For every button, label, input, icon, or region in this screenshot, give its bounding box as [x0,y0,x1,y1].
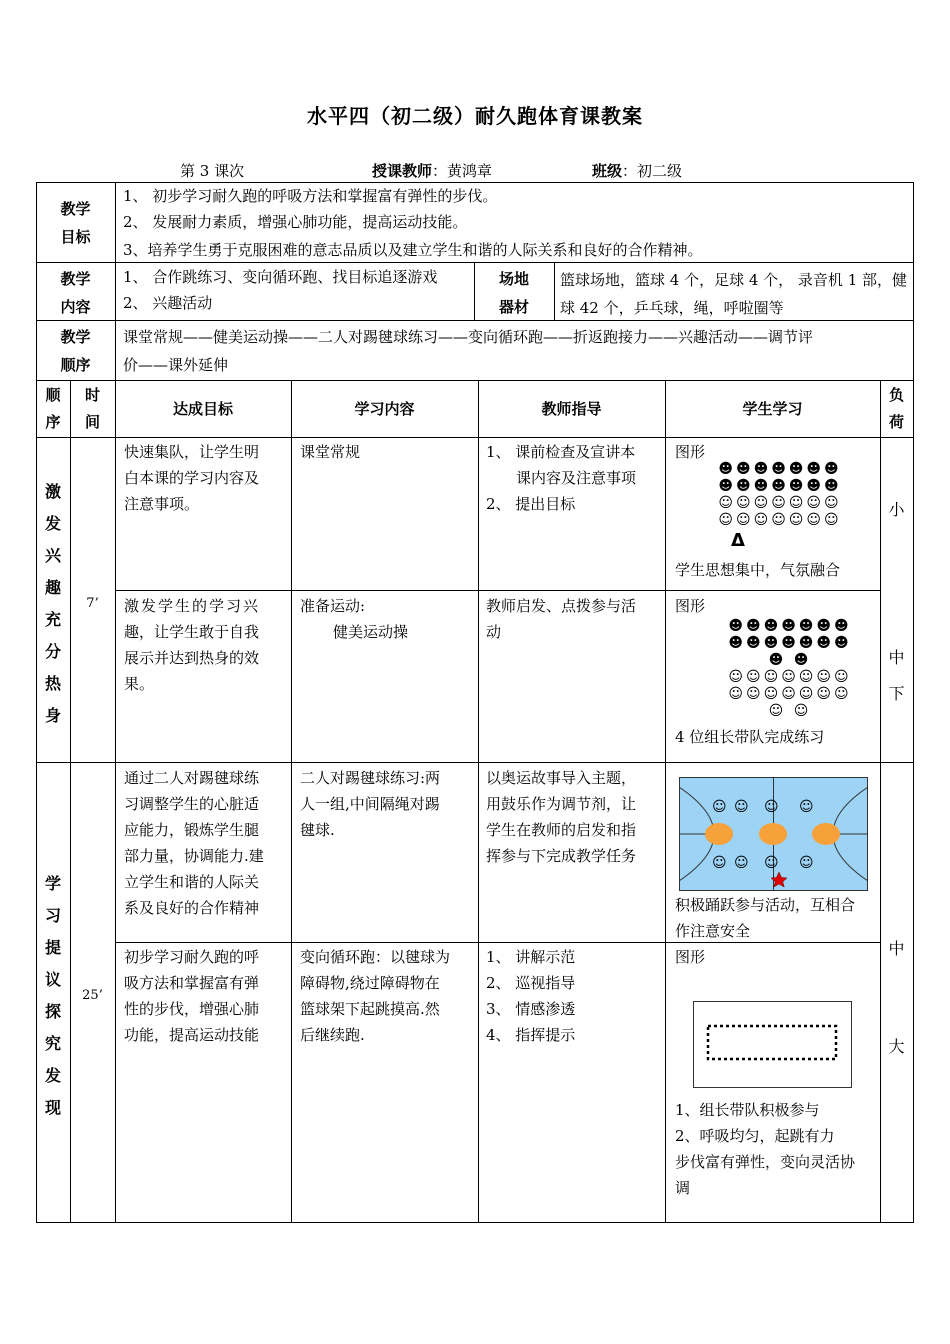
load-char: 大 [888,1037,905,1056]
teacher-info [372,160,492,181]
student-icon: ☺ [799,855,814,871]
text-line: 教师启发、点拨参与活 [486,597,637,615]
class-info [592,160,682,181]
student-icon: ☺ [799,799,814,815]
s1r1-figure-label: 图形 [675,443,706,461]
student-row: ☺☺☺☺☺☺☺ [718,495,842,511]
content-item: 1、 合作跳练习、变向循环跑、找目标追逐游戏 [123,268,438,286]
ball-icon [812,823,840,845]
s1r2-load [880,640,913,712]
teacher-name: ：黄鸿章 [432,162,493,180]
text-line: 课内容及注意事项 [516,469,637,487]
lesson-number: 第 3 课次 [180,162,245,180]
class-label: 班级 [592,162,623,180]
section-char: 发 [44,1066,61,1085]
text-line: 健美运动操 [333,623,409,641]
header-content: 学习内容 [354,400,415,418]
section-char: 习 [44,906,61,925]
student-row: ☺ ☺ [768,703,812,719]
header-char: 间 [84,413,100,431]
venue-label [474,265,554,321]
text-line: 2、 提出目标 [486,495,576,513]
text-line: 篮球架下起跳摸高.然 [300,1000,440,1018]
student-icon: ☺ [712,855,727,871]
text-line: 趣，让学生敢于自我 [124,623,260,641]
text-line: 部力量，协调能力.建 [124,847,264,865]
text-line: 4、 指挥提示 [486,1026,576,1044]
sequence-text [123,323,913,379]
text-line: 1、 课前检查及宣讲本 [486,443,636,461]
text-line: 3、 情感渗透 [486,1000,576,1018]
text-line: 挥参与下完成教学任务 [486,847,637,865]
s2r2-caption [675,1097,880,1201]
s2r2-goal [124,944,289,1048]
text-line: 二人对踢毽球练习:两 [300,769,441,787]
s1r2-caption: 4 位组长带队完成练习 [675,728,825,746]
section2-title [36,868,70,1124]
student-icon: ☺ [734,799,749,815]
teacher-position-icon: Δ [731,530,745,551]
s1r2-figure-label: 图形 [675,597,706,615]
student-icon: ☺ [712,799,727,815]
s2-load [880,900,913,1096]
header-teacher: 教师指导 [541,400,602,418]
student-icon: ☺ [764,799,779,815]
s1r2-goal [124,593,286,697]
s1r2-content [300,593,475,645]
sequence-label [36,323,115,379]
text-line: 果。 [124,675,155,693]
content-label [36,265,115,321]
student-row: ☺☺☺☺☺☺☺ [728,686,852,702]
formation-diagram-1 [700,461,860,529]
goals-list [123,183,913,263]
s2r1-content [300,765,475,843]
header-char: 荷 [888,413,904,431]
section-char: 提 [44,938,61,957]
text-line: 白本课的学习内容及 [124,469,260,487]
s2r1-caption [675,892,880,944]
sequence-label-line: 教学 [60,328,91,346]
content-item: 2、 兴趣活动 [123,294,213,312]
section-char: 议 [44,970,61,989]
text-line: 展示并达到热身的效 [124,649,260,667]
text-line: 初步学习耐久跑的呼 [124,948,260,966]
venue-equipment [560,266,912,322]
text-line: 动 [486,623,502,641]
venue-line: 球 42 个，乒乓球，绳，呼啦圈等 [560,299,784,317]
section-char: 分 [44,642,61,661]
text-line: 积极踊跃参与活动，互相合 [675,896,856,914]
s1r1-load: 小 [888,500,905,519]
s1r1-teacher [486,439,664,517]
section-char: 兴 [44,546,61,565]
text-line: 激发学生的学习兴 [124,597,261,615]
sequence-line: 课堂常规——健美运动操——二人对踢毽球练习——变向循环跑——折返跑接力——兴趣活动——调节评 [123,328,814,346]
s1r2-teacher [486,593,664,645]
goals-label-line: 目标 [60,228,91,246]
section-char: 究 [44,1034,61,1053]
text-line: 功能，提高运动技能 [124,1026,260,1044]
section-char: 激 [44,482,61,501]
header-order [36,382,70,436]
header-char: 顺 [45,386,61,404]
sequence-line: 价——课外延伸 [123,356,229,374]
ball-icon [705,823,733,845]
text-line: 准备运动: [300,597,366,615]
section-char: 趣 [44,578,61,597]
text-line: 以奥运故事导入主题， [486,769,637,787]
student-row: ☻ ☻ [768,652,812,668]
content-list [123,264,473,316]
venue-label-line: 场地 [498,270,529,288]
text-line: 习调整学生的心脏适 [124,795,260,813]
text-line: 性的步伐，增强心肺 [124,1000,260,1018]
s2r2-figure-label: 图形 [675,948,706,966]
text-line: 1、 讲解示范 [486,948,576,966]
student-row: ☻☻☻☻☻☻☻ [728,635,852,651]
goals-label-line: 教学 [60,200,91,218]
student-icon: ☺ [734,855,749,871]
text-line: 立学生和谐的人际关 [124,873,260,891]
s2r2-teacher [486,944,664,1048]
s1r1-caption: 学生思想集中，气氛融合 [675,561,841,579]
student-row: ☺☺☺☺☺☺☺ [728,669,852,685]
s2r1-goal [124,765,289,921]
text-line: 步伐富有弹性，变向灵活协 [675,1153,856,1171]
section1-title [36,476,70,732]
text-line: 快速集队，让学生明 [124,443,260,461]
load-char: 下 [888,684,905,703]
section-char: 发 [44,514,61,533]
teacher-label: 授课教师 [372,162,433,180]
formation-diagram-2 [710,618,870,720]
s1r1-content: 课堂常规 [300,443,361,461]
s1r1-goal [124,439,289,517]
student-icon: ☺ [764,855,779,871]
content-label-line: 教学 [60,270,91,288]
section-char: 热 [44,674,61,693]
text-line: 通过二人对踢毽球练 [124,769,260,787]
text-line: 障碍物,绕过障碍物在 [300,974,440,992]
student-row: ☺☺☺☺☺☺☺ [718,512,842,528]
route-area [694,1002,852,1088]
goals-label [36,195,115,251]
text-line: 吸方法和掌握富有弹 [124,974,260,992]
header-load [880,382,913,436]
header-char: 负 [888,386,904,404]
text-line: 人一组,中间隔绳对踢 [300,795,440,813]
text-line: 注意事项。 [124,495,200,513]
venue-label-line: 器材 [498,298,529,316]
student-row: ☻☻☻☻☻☻☻ [718,478,842,494]
s2r2-content [300,944,475,1048]
goal-item: 2、 发展耐力素质，增强心肺功能，提高运动技能。 [123,213,468,231]
student-row: ☻☻☻☻☻☻☻ [718,461,842,477]
text-line: 后继续跑. [300,1026,365,1044]
court-diagram [679,777,868,891]
text-line: 作注意安全 [675,922,751,940]
venue-line: 篮球场地，篮球 4 个，足球 4 个， 录音机 1 部，健 [560,271,908,289]
header-char: 序 [45,413,61,431]
s2r1-teacher [486,765,664,869]
ball-icon [759,823,787,845]
goal-item: 1、 初步学习耐久跑的呼吸方法和掌握富有弹性的步伐。 [123,187,498,205]
text-line: 调 [675,1179,691,1197]
text-line: 毽球. [300,821,335,839]
sequence-label-line: 顺序 [60,356,91,374]
load-char: 中 [888,648,905,667]
student-row: ☻☻☻☻☻☻☻ [728,618,852,634]
text-line: 变向循环跑：以毽球为 [300,948,451,966]
load-char: 中 [888,939,905,958]
header-student: 学生学习 [742,400,803,418]
section-char: 现 [44,1098,61,1117]
text-line: 2、呼吸均匀，起跳有力 [675,1127,835,1145]
text-line: 1、组长带队积极参与 [675,1101,820,1119]
content-label-line: 内容 [60,298,91,316]
class-name: ：初二级 [622,162,683,180]
text-line: 系及良好的合作精神 [124,899,260,917]
section2-time: 25’ [82,988,103,1003]
page-title: 水平四（初二级）耐久跑体育课教案 [307,104,643,128]
section-char: 身 [44,706,61,725]
goal-item: 3、培养学生勇于克服困难的意志品质以及建立学生和谐的人际关系和良好的合作精神。 [123,241,703,259]
route-diagram [693,1001,853,1089]
text-line: 学生在教师的启发和指 [486,821,637,839]
text-line: 用鼓乐作为调节剂，让 [486,795,637,813]
section-char: 充 [44,610,61,629]
text-line: 2、 巡视指导 [486,974,576,992]
section-char: 学 [44,874,61,893]
header-time [70,382,115,436]
section1-time: 7’ [86,596,99,611]
header-char: 时 [84,386,100,404]
section-char: 探 [44,1002,61,1021]
header-goal: 达成目标 [172,400,233,418]
text-line: 应能力，锻炼学生腿 [124,821,260,839]
